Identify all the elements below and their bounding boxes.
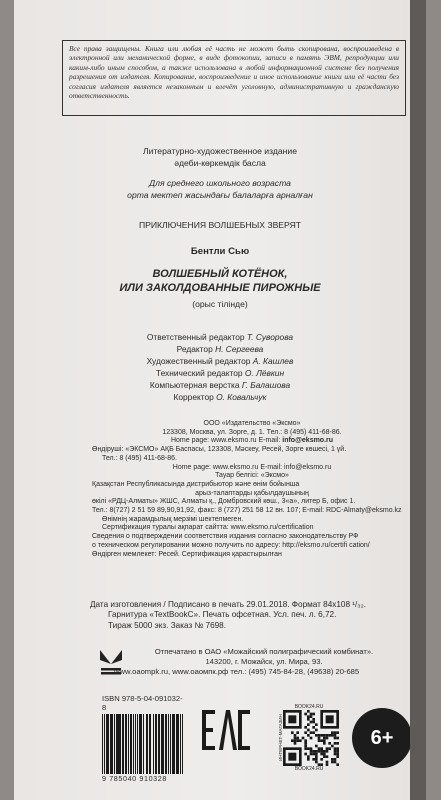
barcode-bar (111, 714, 113, 774)
barcode-bar (139, 714, 140, 774)
credit-line (14, 355, 426, 367)
credit-name: А. Кашлев (252, 356, 294, 366)
print-info (90, 600, 420, 631)
book-title-line1: ВОЛШЕБНЫЙ КОТЁНОК, (152, 268, 288, 280)
barcode-icon (102, 714, 184, 774)
barcode-bar (166, 714, 167, 774)
kz-distributor-line: Қазақстан Республикасында дистрибьютор және өнім бойынша (92, 480, 300, 488)
print-info-line: Тираж 5000 экз. Заказ № 7698. (108, 620, 227, 630)
credit-line (14, 331, 426, 343)
printer-line: Отпечатано в ОАО «Можайский полиграфический комбинат». (154, 647, 374, 656)
barcode-bar (170, 714, 171, 774)
kz-distributor-line: арыз-талаптарды қабылдаушының (195, 489, 309, 497)
publisher-block (92, 420, 412, 559)
kz-distributor-line: өкілі «РДЦ-Алматы» ЖШС, Алматы қ., Домбровский көш., 3«а», литер Б, офис 1. (92, 498, 356, 506)
print-info-line: Гарнитура «TextBookC». Печать офсетная. Усл. печ. л. 6,72. (108, 610, 337, 620)
isbn-number: ISBN 978-5-04-091032-8 (102, 694, 183, 712)
kz-validity-line: Өнімнің жарамдылық мерзімі шектелмеген. (102, 515, 244, 523)
barcode-bar (119, 714, 120, 774)
genre-kz: әдеби-көркемдік басла (174, 158, 266, 168)
qr-caption-bottom: BOOK24.RU (294, 766, 324, 772)
kz-maker-line: Өндіруші: «ЭКСМО» АҚБ Баспасы, 123308, Мәскеу, Ресей, Зорге көшесі, 1 үй. (92, 446, 347, 454)
credits-list (14, 331, 426, 403)
kz-maker-phone: Тел.: 8 (495) 411-68-86. (102, 454, 177, 462)
author-name: Бентли Сью (190, 246, 250, 257)
barcode-bar (135, 714, 136, 774)
kz-home-line: Home page: www.eksmo.ru E-mail: info@eksmo.ru (172, 463, 332, 471)
barcode-bar (173, 714, 174, 774)
barcode-bar (150, 714, 151, 774)
audience-ru: Для среднего школьного возраста (149, 178, 291, 188)
barcode-bar (107, 714, 108, 774)
publisher-name: ООО «Издательство «Эксмо» (203, 420, 301, 427)
email-link[interactable]: info@eksmo.ru (282, 437, 334, 445)
genre-ru: Литературно-художественное издание (143, 146, 297, 156)
credit-line (14, 379, 426, 391)
language-note: (орыс тілінде) (192, 299, 248, 309)
age-rating-badge: 6+ (352, 708, 412, 768)
credit-line (14, 367, 426, 379)
qr-code-icon (283, 710, 339, 766)
credit-role: Технический редактор (155, 368, 243, 378)
barcode-bar (158, 714, 160, 774)
eac-mark-icon (200, 708, 252, 757)
kz-distributor-line: Тел.: 8(727) 2 51 59 89,90,91,92, факс: 8 (727) 251 58 12 вн. 107; E-mail: RDC-Almaty@eksmo.kz (92, 507, 402, 515)
barcode-bar (155, 714, 156, 774)
credit-role: Ответственный редактор (146, 332, 245, 342)
publisher-contacts: Home page: www.eksmo.ru E-mail: info@eksmo.ru (170, 437, 334, 445)
qr-code[interactable] (278, 704, 340, 772)
credit-role: Корректор (173, 392, 214, 402)
series-title: ПРИКЛЮЧЕНИЯ ВОЛШЕБНЫХ ЗВЕРЯТ (138, 220, 302, 230)
credit-name: О. Ковальчук (216, 392, 267, 402)
rights-notice: Все права защищены. Книга или любая её часть не может быть скопирована, воспроизведена в электронной или механической форме, в виде фотокопии, записи в память ЭВМ, репродукции или каким-либо иным способом, а также использована в любой информационной системе без получения разрешения от издателя. Копирование, воспроизведение и иное использование книги или её части без согласия издателя является незаконным и влечёт уголовную, административную и гражданскую ответственность. (62, 40, 406, 116)
barcode-bar (162, 714, 163, 774)
barcode-bar (143, 714, 145, 774)
credit-role: Компьютерная верстка (149, 380, 240, 390)
print-info-line: Дата изготовления / Подписано в печать 29.01.2018. Формат 84x108 ¹/₃₂. (90, 600, 367, 609)
barcode-bar (125, 714, 127, 774)
book-page (14, 0, 426, 800)
barcode-number: 9 785040 910328 (102, 774, 167, 783)
qr-caption-top: BOOK24.RU (294, 704, 324, 710)
barcode-bar (131, 714, 132, 774)
barcode-bar (182, 714, 183, 774)
credit-role: Редактор (176, 344, 213, 354)
barcode-bar (123, 714, 124, 774)
credit-role: Художественный редактор (146, 356, 251, 366)
qr-caption-side: ИНТЕРНЕТ-МАГАЗИН (278, 714, 283, 762)
barcode-bar (104, 714, 105, 774)
trademark-line: Тауар белгісі: «Эксмо» (215, 472, 289, 480)
kz-country-line: Өндірген мемлекет: Ресей. Сертификация қарастырылған (92, 550, 282, 558)
barcode-bar (176, 714, 178, 774)
conformity-line: Сведения о подтверждении соответствия издания согласно законодательству РФ (92, 533, 359, 541)
barcode-bar (178, 714, 179, 774)
credit-name: Н. Сергеева (215, 344, 264, 354)
isbn-barcode (102, 694, 184, 783)
barcode-bar (116, 714, 117, 774)
barcode-bar (147, 714, 148, 774)
printer-line: 143200, г. Можайск, ул. Мира, 93. (205, 657, 323, 666)
printer-block (114, 647, 414, 677)
credit-line (14, 391, 426, 403)
printer-line: www.oaompk.ru, www.оаомпк.рф тел.: (495) 745-84-28, (49638) 20-685 (114, 667, 360, 676)
book-title-line2: ИЛИ ЗАКОЛДОВАННЫЕ ПИРОЖНЫЕ (119, 282, 321, 294)
home-page-link[interactable]: www.eksmo.ru (211, 437, 257, 445)
credit-name: Т. Суворова (246, 332, 294, 342)
credit-name: Г. Балашова (241, 380, 291, 390)
page-spine (410, 0, 426, 800)
barcode-bar (128, 714, 129, 774)
audience-kz: орта мектеп жасындағы балаларға арналған (127, 190, 313, 200)
credit-line (14, 343, 426, 355)
conformity-line: о техническом регулировании можно получить по адресу: http://eksmo.ru/certifi cation/ (92, 541, 370, 549)
kz-cert-line: Сертификация туралы ақпарат сайтта: www.eksmo.ru/certification (102, 524, 314, 532)
credit-name: О. Лёвкин (244, 368, 285, 378)
publisher-address: 123308, Москва, ул. Зорге, д. 1. Тел.: 8 (495) 411-68-86. (162, 428, 342, 436)
